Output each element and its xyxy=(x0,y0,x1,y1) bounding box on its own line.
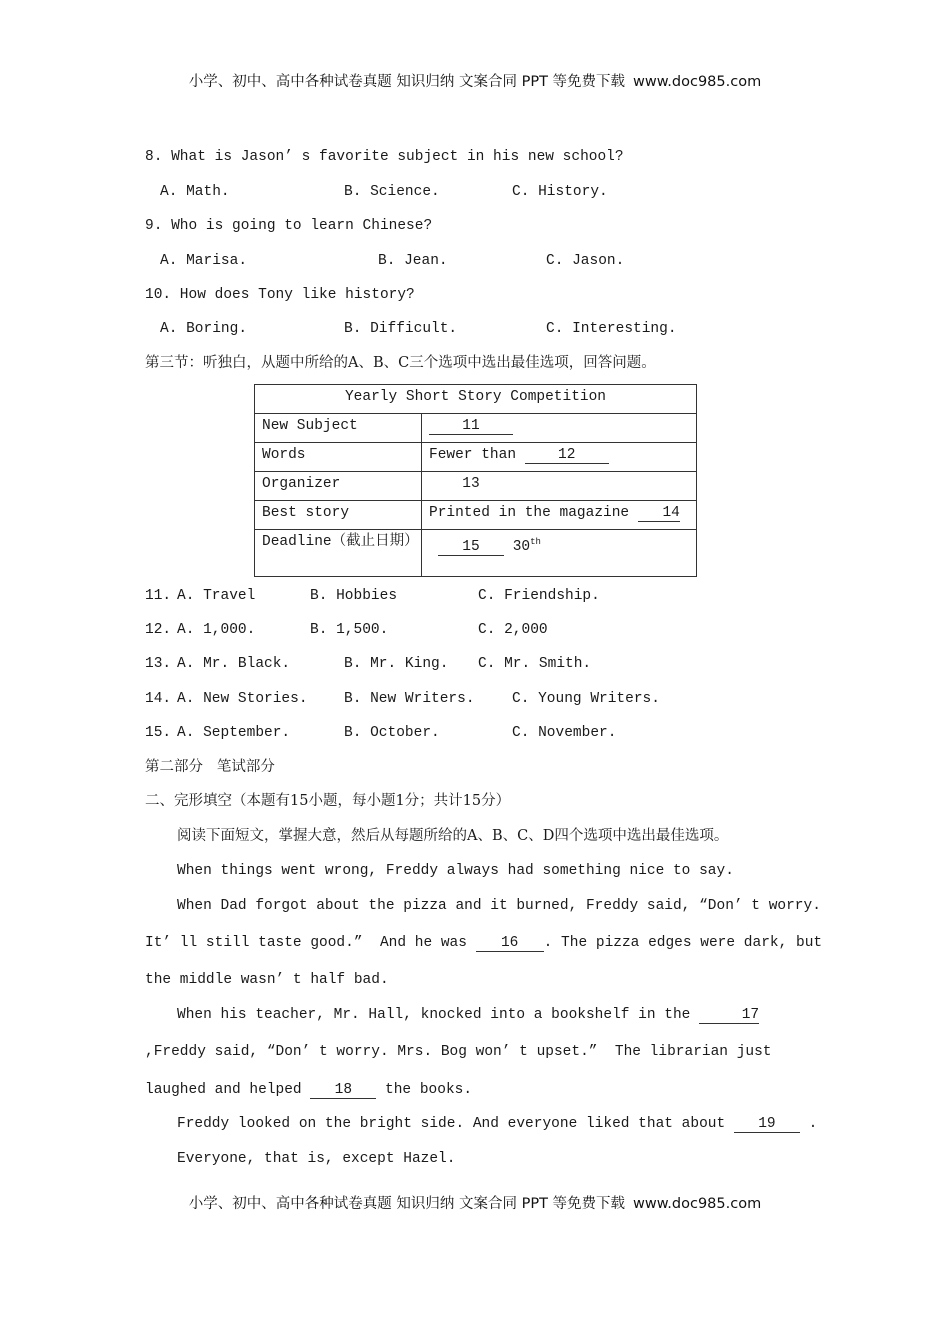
question-9: 9. Who is going to learn Chinese? xyxy=(145,218,433,234)
q9-option-c: C. Jason. xyxy=(546,253,625,269)
passage-p1: When things went wrong, Freddy always had something nice to say. xyxy=(177,863,734,879)
row-label: Words xyxy=(255,443,422,472)
blank-16: 16 xyxy=(476,935,544,952)
row-prefix: Fewer than xyxy=(429,447,525,463)
q10-option-c: C. Interesting. xyxy=(546,321,677,337)
q11-option-a: A. Travel xyxy=(177,588,256,604)
blank-11: 11 xyxy=(429,418,513,435)
q13-num: 13. xyxy=(145,656,172,672)
row-suffix: 30 xyxy=(512,538,531,555)
q12-num: 12. xyxy=(145,622,172,638)
q8-option-a: A. Math. xyxy=(160,184,230,200)
question-10: 10. How does Tony like history? xyxy=(145,287,415,303)
row-value xyxy=(422,530,697,577)
passage-p2-line1: When Dad forgot about the pizza and it burned, Freddy said, “Don’ t worry. xyxy=(177,898,821,914)
passage-p3-line1 xyxy=(177,1005,759,1025)
cloze-instruction: 阅读下面短文，掌握大意，然后从每题所给的A、B、C、D四个选项中选出最佳选项。 xyxy=(177,828,729,844)
row-value xyxy=(422,501,697,530)
q8-option-c: C. History. xyxy=(512,184,608,200)
passage-p4 xyxy=(177,1114,817,1134)
blank-18: 18 xyxy=(310,1082,376,1099)
q8-option-b: B. Science. xyxy=(344,184,440,200)
blank-13: 13 xyxy=(462,476,480,492)
footer-url[interactable]: www.doc985.com xyxy=(633,1196,762,1212)
q12-option-b: B. 1,500. xyxy=(310,622,389,638)
superscript: th xyxy=(530,537,541,547)
row-prefix: Printed in the magazine xyxy=(429,505,638,521)
table-row xyxy=(255,472,697,501)
text-span: . The pizza edges were dark, but xyxy=(543,935,823,951)
row-label: New Subject xyxy=(255,414,422,443)
blank-17: 17 xyxy=(699,1007,759,1024)
row-value xyxy=(422,414,697,443)
part-2-title: 第二部分 笔试部分 xyxy=(145,759,275,775)
passage-p5: Everyone, that is, except Hazel. xyxy=(177,1151,456,1167)
q9-option-a: A. Marisa. xyxy=(160,253,248,269)
table-title: Yearly Short Story Competition xyxy=(255,385,697,414)
question-8: 8. What is Jason’ s favorite subject in his new school? xyxy=(145,149,624,165)
section-3-title: 第三节：听独白，从题中所给的A、B、C三个选项中选出最佳选项，回答问题。 xyxy=(145,355,656,371)
header-text: 小学、初中、高中各种试卷真题 知识归纳 文案合同 PPT 等免费下载 xyxy=(188,74,626,90)
q10-option-a: A. Boring. xyxy=(160,321,248,337)
text-span: Freddy looked on the bright side. And everyone liked that about xyxy=(177,1116,734,1132)
row-value xyxy=(422,472,697,501)
q14-num: 14. xyxy=(145,691,172,707)
q12-option-c: C. 2,000 xyxy=(478,622,548,638)
table-title-row xyxy=(255,385,697,414)
text-span: . xyxy=(799,1116,818,1132)
row-label: Best story xyxy=(255,501,422,530)
page-header xyxy=(0,70,950,91)
table-row xyxy=(255,501,697,530)
q12-option-a: A. 1,000. xyxy=(177,622,256,638)
text-span: It’ ll still taste good.” And he was xyxy=(145,935,476,951)
q13-option-b: B. Mr. King. xyxy=(344,656,449,672)
text-span: When his teacher, Mr. Hall, knocked into a bookshelf in the xyxy=(177,1007,700,1023)
q15-num: 15. xyxy=(145,725,172,741)
q14-option-b: B. New Writers. xyxy=(344,691,475,707)
competition-table xyxy=(254,384,697,577)
blank-12: 12 xyxy=(525,447,609,464)
q10-option-b: B. Difficult. xyxy=(344,321,458,337)
row-label: Organizer xyxy=(255,472,422,501)
q15-option-c: C. November. xyxy=(512,725,617,741)
cloze-section-title: 二、完形填空（本题有15小题，每小题1分；共计15分） xyxy=(145,793,511,809)
q14-option-a: A. New Stories. xyxy=(177,691,308,707)
q11-option-c: C. Friendship. xyxy=(478,588,600,604)
q15-option-a: A. September. xyxy=(177,725,291,741)
q9-option-b: B. Jean. xyxy=(378,253,448,269)
q13-option-c: C. Mr. Smith. xyxy=(478,656,592,672)
row-label: Deadline（截止日期） xyxy=(255,530,422,577)
passage-p2-line3: the middle wasn’ t half bad. xyxy=(145,972,389,988)
blank-14: 14 xyxy=(638,505,680,522)
q15-option-b: B. October. xyxy=(344,725,440,741)
row-value xyxy=(422,443,697,472)
q11-num: 11. xyxy=(145,588,172,604)
blank-19: 19 xyxy=(734,1116,800,1133)
page-footer xyxy=(0,1192,950,1213)
footer-text: 小学、初中、高中各种试卷真题 知识归纳 文案合同 PPT 等免费下载 xyxy=(188,1196,626,1212)
q14-option-c: C. Young Writers. xyxy=(512,691,660,707)
table-row xyxy=(255,443,697,472)
passage-p3-line2: ,Freddy said, “Don’ t worry. Mrs. Bog won’ t upset.” The librarian just xyxy=(145,1044,772,1060)
header-url[interactable]: www.doc985.com xyxy=(633,74,762,90)
blank-15: 15 xyxy=(438,539,504,556)
passage-p3-line3 xyxy=(145,1080,472,1100)
text-span: the books. xyxy=(376,1082,473,1098)
passage-p2-line2 xyxy=(145,933,822,953)
q13-option-a: A. Mr. Black. xyxy=(177,656,291,672)
table-row xyxy=(255,530,697,577)
q11-option-b: B. Hobbies xyxy=(310,588,398,604)
table-row xyxy=(255,414,697,443)
text-span: laughed and helped xyxy=(145,1082,311,1098)
